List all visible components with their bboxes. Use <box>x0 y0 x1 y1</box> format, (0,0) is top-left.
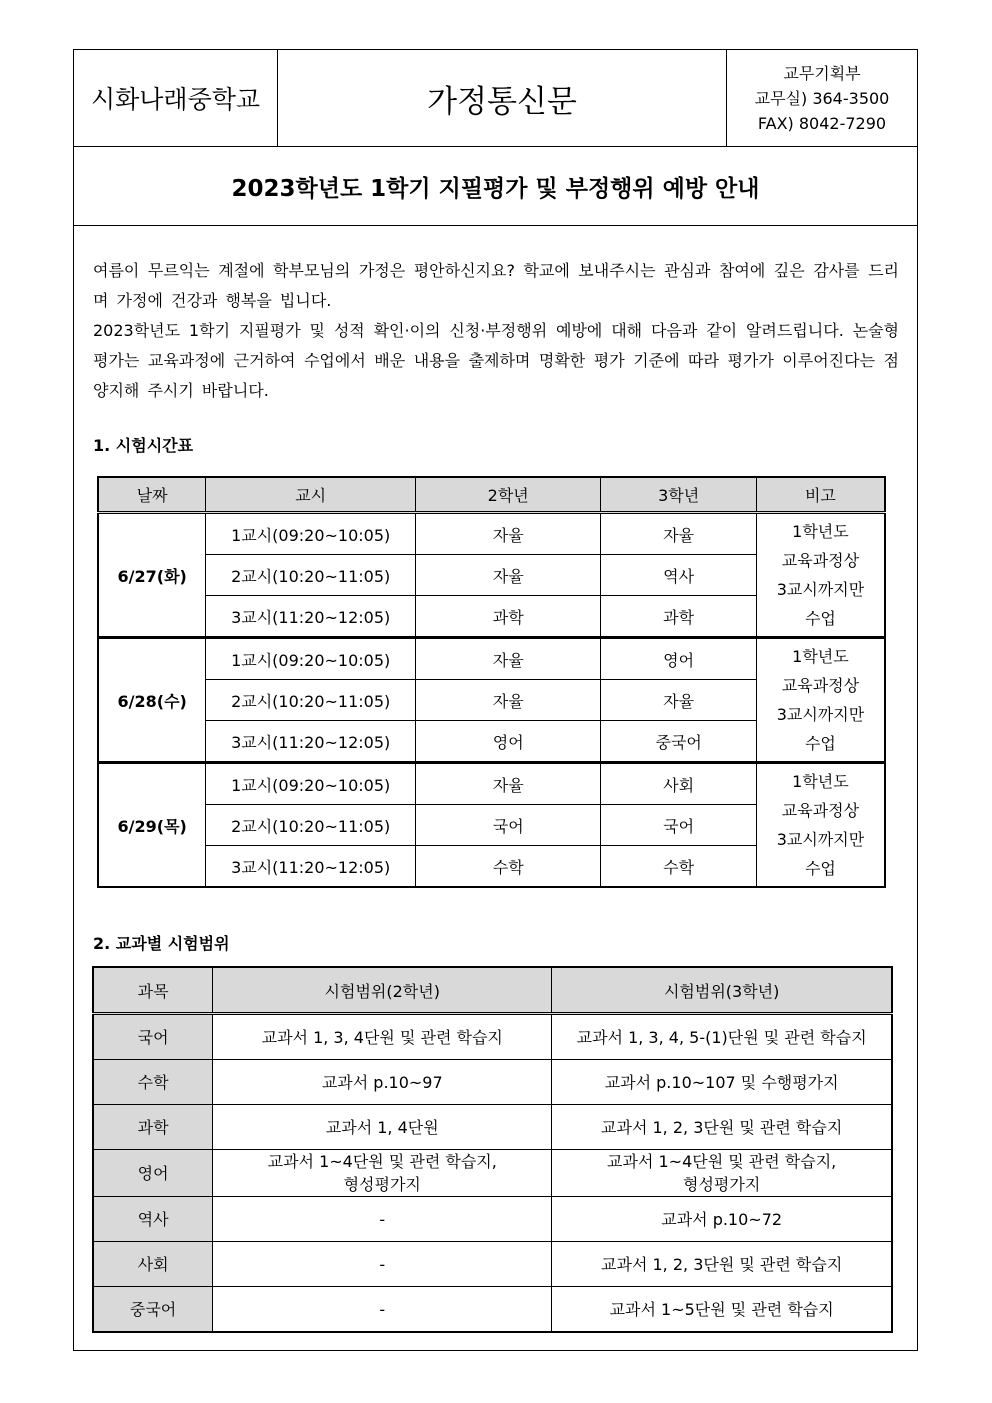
grade2-subject: 자율 <box>416 638 601 680</box>
scope-line: 교과서 p.10~107 및 수행평가지 <box>604 1072 839 1092</box>
scope-grade2 <box>213 1105 552 1150</box>
document-title: 2023학년도 1학기 지필평가 및 부정행위 예방 안내 <box>74 147 917 226</box>
period-cell: 3교시(11:20~12:05) <box>206 721 416 763</box>
scope-line: 교과서 1~5단원 및 관련 학습지 <box>609 1299 834 1319</box>
scope-grade3 <box>552 1105 892 1150</box>
scope-grade2 <box>213 1060 552 1105</box>
intro-text <box>93 256 899 406</box>
note-line: 3교시까지만 <box>776 580 865 599</box>
scope-line: - <box>379 1299 386 1319</box>
scope-line: 형성평가지 <box>343 1175 421 1194</box>
table-row <box>98 763 885 805</box>
subject-name: 수학 <box>93 1060 213 1105</box>
scope-line: 교과서 1, 2, 3단원 및 관련 학습지 <box>601 1254 843 1274</box>
note-line: 3교시까지만 <box>776 830 865 849</box>
scope-line: 교과서 1~4단원 및 관련 학습지, <box>607 1152 837 1171</box>
grade3-subject: 중국어 <box>601 721 756 763</box>
scope-grade2 <box>213 1014 552 1060</box>
grade3-subject: 국어 <box>601 805 756 846</box>
subject-name: 영어 <box>93 1150 213 1197</box>
table-row <box>93 1287 892 1333</box>
note-line: 수업 <box>804 609 836 628</box>
note-cell <box>756 763 885 888</box>
scope-grade3 <box>552 1150 892 1197</box>
scope-grade3 <box>552 1060 892 1105</box>
section-heading-exam-scope: 2. 교과별 시험범위 <box>93 934 230 953</box>
scope-grade3 <box>552 1287 892 1333</box>
period-cell: 2교시(10:20~11:05) <box>206 680 416 721</box>
table-row <box>93 1014 892 1060</box>
note-line: 교육과정상 <box>781 801 860 820</box>
scope-grade3 <box>552 1014 892 1060</box>
grade3-subject: 영어 <box>601 638 756 680</box>
table-row <box>93 1105 892 1150</box>
intro-paragraph-2: 2023학년도 1학기 지필평가 및 성적 확인·이의 신청·부정행위 예방에 대해 다음과 같이 알려드립니다. 논술형 평가는 교육과정에 근거하여 수업에서 배운 내용을 출제하며 명확한 평가 기준에 따라 평가가 이루어진다는 점 양지해 주시기 바랍니다. <box>93 321 899 400</box>
exam-scope-table <box>92 966 893 1333</box>
exam-schedule-table <box>97 476 886 888</box>
note-line: 수업 <box>804 734 836 753</box>
scope-grade3 <box>552 1242 892 1287</box>
note-line: 수업 <box>804 859 836 878</box>
scope-line: 교과서 1, 3, 4, 5-(1)단원 및 관련 학습지 <box>576 1027 867 1047</box>
note-cell <box>756 638 885 763</box>
period-cell: 3교시(11:20~12:05) <box>206 846 416 888</box>
notice-page <box>73 49 918 1351</box>
header-scope-grade2: 시험범위(2학년) <box>213 967 552 1014</box>
grade3-subject: 역사 <box>601 555 756 596</box>
scope-grade3 <box>552 1197 892 1242</box>
fax-number: FAX) 8042-7290 <box>757 113 887 133</box>
table-row <box>98 638 885 680</box>
header-grade3: 3학년 <box>601 477 756 513</box>
note-line: 교육과정상 <box>781 676 860 695</box>
exam-date: 6/28(수) <box>98 638 206 763</box>
grade2-subject: 자율 <box>416 680 601 721</box>
header-scope-grade3: 시험범위(3학년) <box>552 967 892 1014</box>
note-cell <box>756 513 885 638</box>
exam-date: 6/27(화) <box>98 513 206 638</box>
header-period: 교시 <box>206 477 416 513</box>
subject-name: 과학 <box>93 1105 213 1150</box>
contact-info <box>727 50 917 146</box>
note-line: 교육과정상 <box>781 551 860 570</box>
grade2-subject: 국어 <box>416 805 601 846</box>
scope-grade2 <box>213 1150 552 1197</box>
scope-grade2 <box>213 1242 552 1287</box>
grade2-subject: 영어 <box>416 721 601 763</box>
scope-grade2 <box>213 1197 552 1242</box>
grade2-subject: 수학 <box>416 846 601 888</box>
table-row <box>93 1060 892 1105</box>
note-line: 1학년도 <box>792 522 849 541</box>
letter-header <box>74 50 917 147</box>
subject-name: 중국어 <box>93 1287 213 1333</box>
exam-date: 6/29(목) <box>98 763 206 888</box>
grade2-subject: 자율 <box>416 555 601 596</box>
grade3-subject: 과학 <box>601 596 756 638</box>
note-line: 1학년도 <box>792 647 849 666</box>
phone-number: 교무실) 364-3500 <box>754 88 890 108</box>
grade3-subject: 수학 <box>601 846 756 888</box>
table-row <box>93 1197 892 1242</box>
grade2-subject: 과학 <box>416 596 601 638</box>
intro-paragraph-1: 여름이 무르익는 계절에 학부모님의 가정은 평안하신지요? 학교에 보내주시는 관심과 참여에 깊은 감사를 드리며 가정에 건강과 행복을 빕니다. <box>93 261 899 310</box>
scope-line: 교과서 p.10~97 <box>321 1072 443 1092</box>
period-cell: 2교시(10:20~11:05) <box>206 555 416 596</box>
period-cell: 1교시(09:20~10:05) <box>206 638 416 680</box>
period-cell: 3교시(11:20~12:05) <box>206 596 416 638</box>
publication-title: 가정통신문 <box>278 50 727 146</box>
subject-name: 사회 <box>93 1242 213 1287</box>
period-cell: 2교시(10:20~11:05) <box>206 805 416 846</box>
grade3-subject: 자율 <box>601 680 756 721</box>
school-name: 시화나래중학교 <box>74 50 278 146</box>
table-row <box>93 1150 892 1197</box>
scope-line: 교과서 p.10~72 <box>661 1209 783 1229</box>
grade3-subject: 사회 <box>601 763 756 805</box>
scope-line: 형성평가지 <box>683 1175 761 1194</box>
period-cell: 1교시(09:20~10:05) <box>206 513 416 555</box>
table-row <box>98 513 885 555</box>
period-cell: 1교시(09:20~10:05) <box>206 763 416 805</box>
scope-line: 교과서 1, 2, 3단원 및 관련 학습지 <box>601 1117 843 1137</box>
schedule-header-row <box>98 477 885 513</box>
subject-name: 역사 <box>93 1197 213 1242</box>
header-subject: 과목 <box>93 967 213 1014</box>
scope-line: - <box>379 1254 386 1274</box>
scope-grade2 <box>213 1287 552 1333</box>
scope-line: 교과서 1, 4단원 <box>325 1117 439 1137</box>
scope-line: 교과서 1, 3, 4단원 및 관련 학습지 <box>261 1027 503 1047</box>
section-heading-schedule: 1. 시험시간표 <box>93 436 194 455</box>
scope-line: - <box>379 1209 386 1229</box>
note-line: 1학년도 <box>792 772 849 791</box>
subject-name: 국어 <box>93 1014 213 1060</box>
header-note: 비고 <box>756 477 885 513</box>
header-grade2: 2학년 <box>416 477 601 513</box>
grade2-subject: 자율 <box>416 513 601 555</box>
grade2-subject: 자율 <box>416 763 601 805</box>
grade3-subject: 자율 <box>601 513 756 555</box>
table-row <box>93 1242 892 1287</box>
scope-header-row <box>93 967 892 1014</box>
department-name: 교무기획부 <box>783 63 861 83</box>
scope-line: 교과서 1~4단원 및 관련 학습지, <box>267 1152 497 1171</box>
note-line: 3교시까지만 <box>776 705 865 724</box>
header-date: 날짜 <box>98 477 206 513</box>
